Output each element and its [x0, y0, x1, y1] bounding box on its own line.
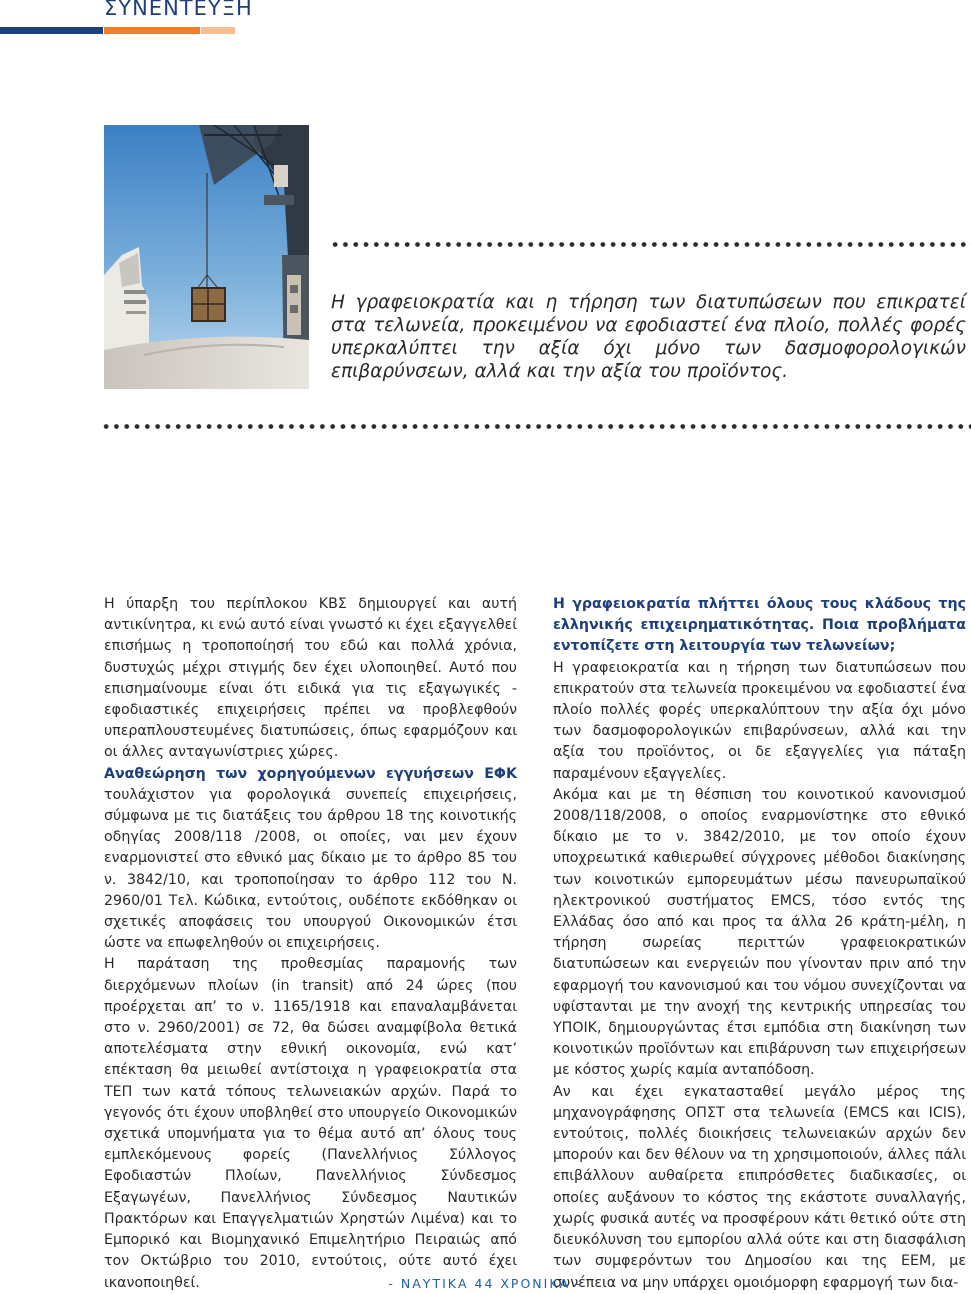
- right-paragraph-3: Αν και έχει εγκατασταθεί μεγάλο μέρος της μηχανογράφησης ΟΠΣΤ στα τελωνεία (EMCS και ICIS), εντούτοις, πολλές διοικήσεις τελωνειακών αρχών δεν μπορούν και δεν θέλουν να τη χρησιμοποιούν, άλλες πάλι επιβάλλουν αυθαίρετα επιπρόσθετες διαδικασίες, οι οποίες αυξάνουν το κόστος της εκάστοτε συναλλαγής, χωρίς φυσικά αυτές να προσφέρουν κάτι θετικό ούτε στη διευκόλυνση του εμπορίου αλλά ούτε και στη διασφάλιση των συμφερόντων του Δημοσίου και της ΕΕΜ, με συνέπεια να μην υπάρχει ομοιόμορφη εφαρμογή των δια-: [553, 1083, 966, 1291]
- interview-question: Η γραφειοκρατία πλήττει όλους τους κλάδους της ελληνικής επιχειρηματικότητας. Ποια προβλήματα εντοπίζετε στη λειτουργία των τελωνείων;: [553, 596, 966, 655]
- dotted-divider-bottom: [101, 423, 971, 430]
- section-label: ΣΥΝΕΝΤΕΥΞΗ: [104, 0, 253, 20]
- right-paragraph-1: Η γραφειοκρατία και η τήρηση των διατυπώσεων που επικρατούν στα τελωνεία προκειμένου να εφοδιαστεί ένα πλοίο πολλές φορές υπερκαλύπτουν την αξία όχι μόνο των δασμοφορολογικών επιβαρύνσεων, αλλά και την αξία του προϊόντος, οι δε εξαγγελίες για πάταξη παραμένουν εξαγγελίες.: [553, 659, 966, 782]
- header-rule-orange: [104, 27, 200, 34]
- left-paragraph-3: Η παράταση της προθεσμίας παραμονής των διερχόμενων πλοίων (in transit) από 24 ώρες (που προέρχεται απ’ το ν. 1165/1918 και επαναλαμβάνεται στο ν. 2960/2001) σε 72, θα δώσει αναμφίβολα θετικά αποτελέσματα στην εθνική οικονομία, ενώ κατ’ επέκταση θα μειωθεί αντίστοιχα η γραφειοκρατία στα ΤΕΠ των κατά τόπους τελωνειακών αρχών. Παρά το γεγονός ότι έχουν υποβληθεί στο υπουργείο Οικονομικών σχετικά υπομνήματα για το θέμα αυτό απ’ όλους τους εμπλεκόμενους φορείς (Πανελλήνιος Σύλλογος Εφοδιαστών Πλοίων, Πανελλήνιος Σύνδεσμος Εξαγωγέων, Πανελλήνιος Σύνδεσμος Ναυτικών Πρακτόρων και Επαγγελματιών Χρηστών Λιμένα) και το Εμπορικό και Βιομηχανικό Επιμελητήριο Πειραιώς από τον Οκτώβριο του 2010, εντούτοις, ούτε αυτό έχει ικανοποιηθεί.: [104, 956, 517, 1291]
- left-paragraph-1: Η ύπαρξη του περίπλοκου ΚΒΣ δημιουργεί και αυτή αντικίνητρα, κι ενώ αυτό είναι γνωστό κι έχει εξαγγελθεί επισήμως η τροποποίησή του εδώ και πολλά χρόνια, δυστυχώς μέχρι στιγμής δεν έχει υλοποιηθεί. Αυτό που επισημαίνουμε είναι ότι ειδικά για τις εξαγωγικές - εφοδιαστικές επιχειρήσεις πρέπει να προβλεφθούν υπεραπλουστευμένες διατυπώσεις, όπως εφαρμόζουν και οι άλλες ανταγωνίστριες χώρες.: [104, 596, 518, 761]
- right-paragraph-2: Ακόμα και με τη θέσπιση του κοινοτικού κανονισμού 2008/118/2008, ο οποίος εναρμονίστηκε στο εθνικό δίκαιο με το ν. 3842/2010, με τον οποίο έχουν υποχρεωτικά καθιερωθεί σύγχρονες μέθοδοι διακίνησης των κοινοτικών εμπορευμάτων μέσω πανευρωπαϊκού ηλεκτρονικού συστήματος EMCS, τόσο εντός της Ελλάδας όσο από και προς τα άλλα 26 κράτη-μέλη, η τήρηση σωρείας περιττών γραφειοκρατικών διατυπώσεων και ενεργειών που γίνονταν πριν από την εφαρμογή του κανονισμού και του νόμου συνεχίζονται να υφίστανται με την ανοχή της κεντρικής υπηρεσίας του ΥΠΟΙΚ, δημιουργώντας έτσι εμπόδια στη διακίνηση των κοινοτικών προϊόντων και επιβάρυνση των επιχειρήσεων με κόστος χωρίς καμία ανταπόδοση.: [553, 786, 966, 1079]
- pull-quote: Η γραφειοκρατία και η τήρηση των διατυπώσεων που επικρατεί στα τελωνεία, προκειμένου να εφοδιαστεί ένα πλοίο, πολλές φορές υπερκαλύπτει την αξία όχι μόνο των δασμοφορολογικών επιβαρύνσεων, αλλά και την αξία του προϊόντος.: [331, 292, 966, 382]
- left-paragraph-2-rest: τουλάχιστον για φορολογικά συνεπείς επιχειρήσεις, σύμφωνα με τις διατάξεις του άρθρου 18 της κοινοτικής οδηγίας 2008/118 /2008, οι οποίες, ναι μεν έχουν εναρμονιστεί στο εθνικό μας δίκαιο με το άρθρο 85 του ν. 3842/10, και τροποποίησαν το άρθρο 112 του Ν. 2960/01 Τελ. Κώδικα, εντούτοις, ουδέποτε εκδόθηκαν οι σχετικές αποφάσεις του υπουργού Οικονομικών έτσι ώστε να επωφεληθούν οι επιχειρήσεις.: [104, 786, 517, 952]
- header-rule-peach: [201, 27, 235, 34]
- left-paragraph-2-lead: Αναθεώρηση των χορηγούμενων εγγυήσεων ΕΦΚ: [104, 765, 517, 782]
- article-photo: [104, 125, 309, 389]
- header-rule-blue: [0, 27, 103, 34]
- article-column-right: [553, 594, 966, 1294]
- page-footer: - ΝΑΥΤΙΚΑ 44 ΧΡΟΝΙΚΑ -: [388, 1276, 583, 1291]
- left-paragraph-2: [104, 764, 517, 955]
- article-column-left: [104, 594, 517, 1294]
- dotted-divider-top: [330, 241, 971, 248]
